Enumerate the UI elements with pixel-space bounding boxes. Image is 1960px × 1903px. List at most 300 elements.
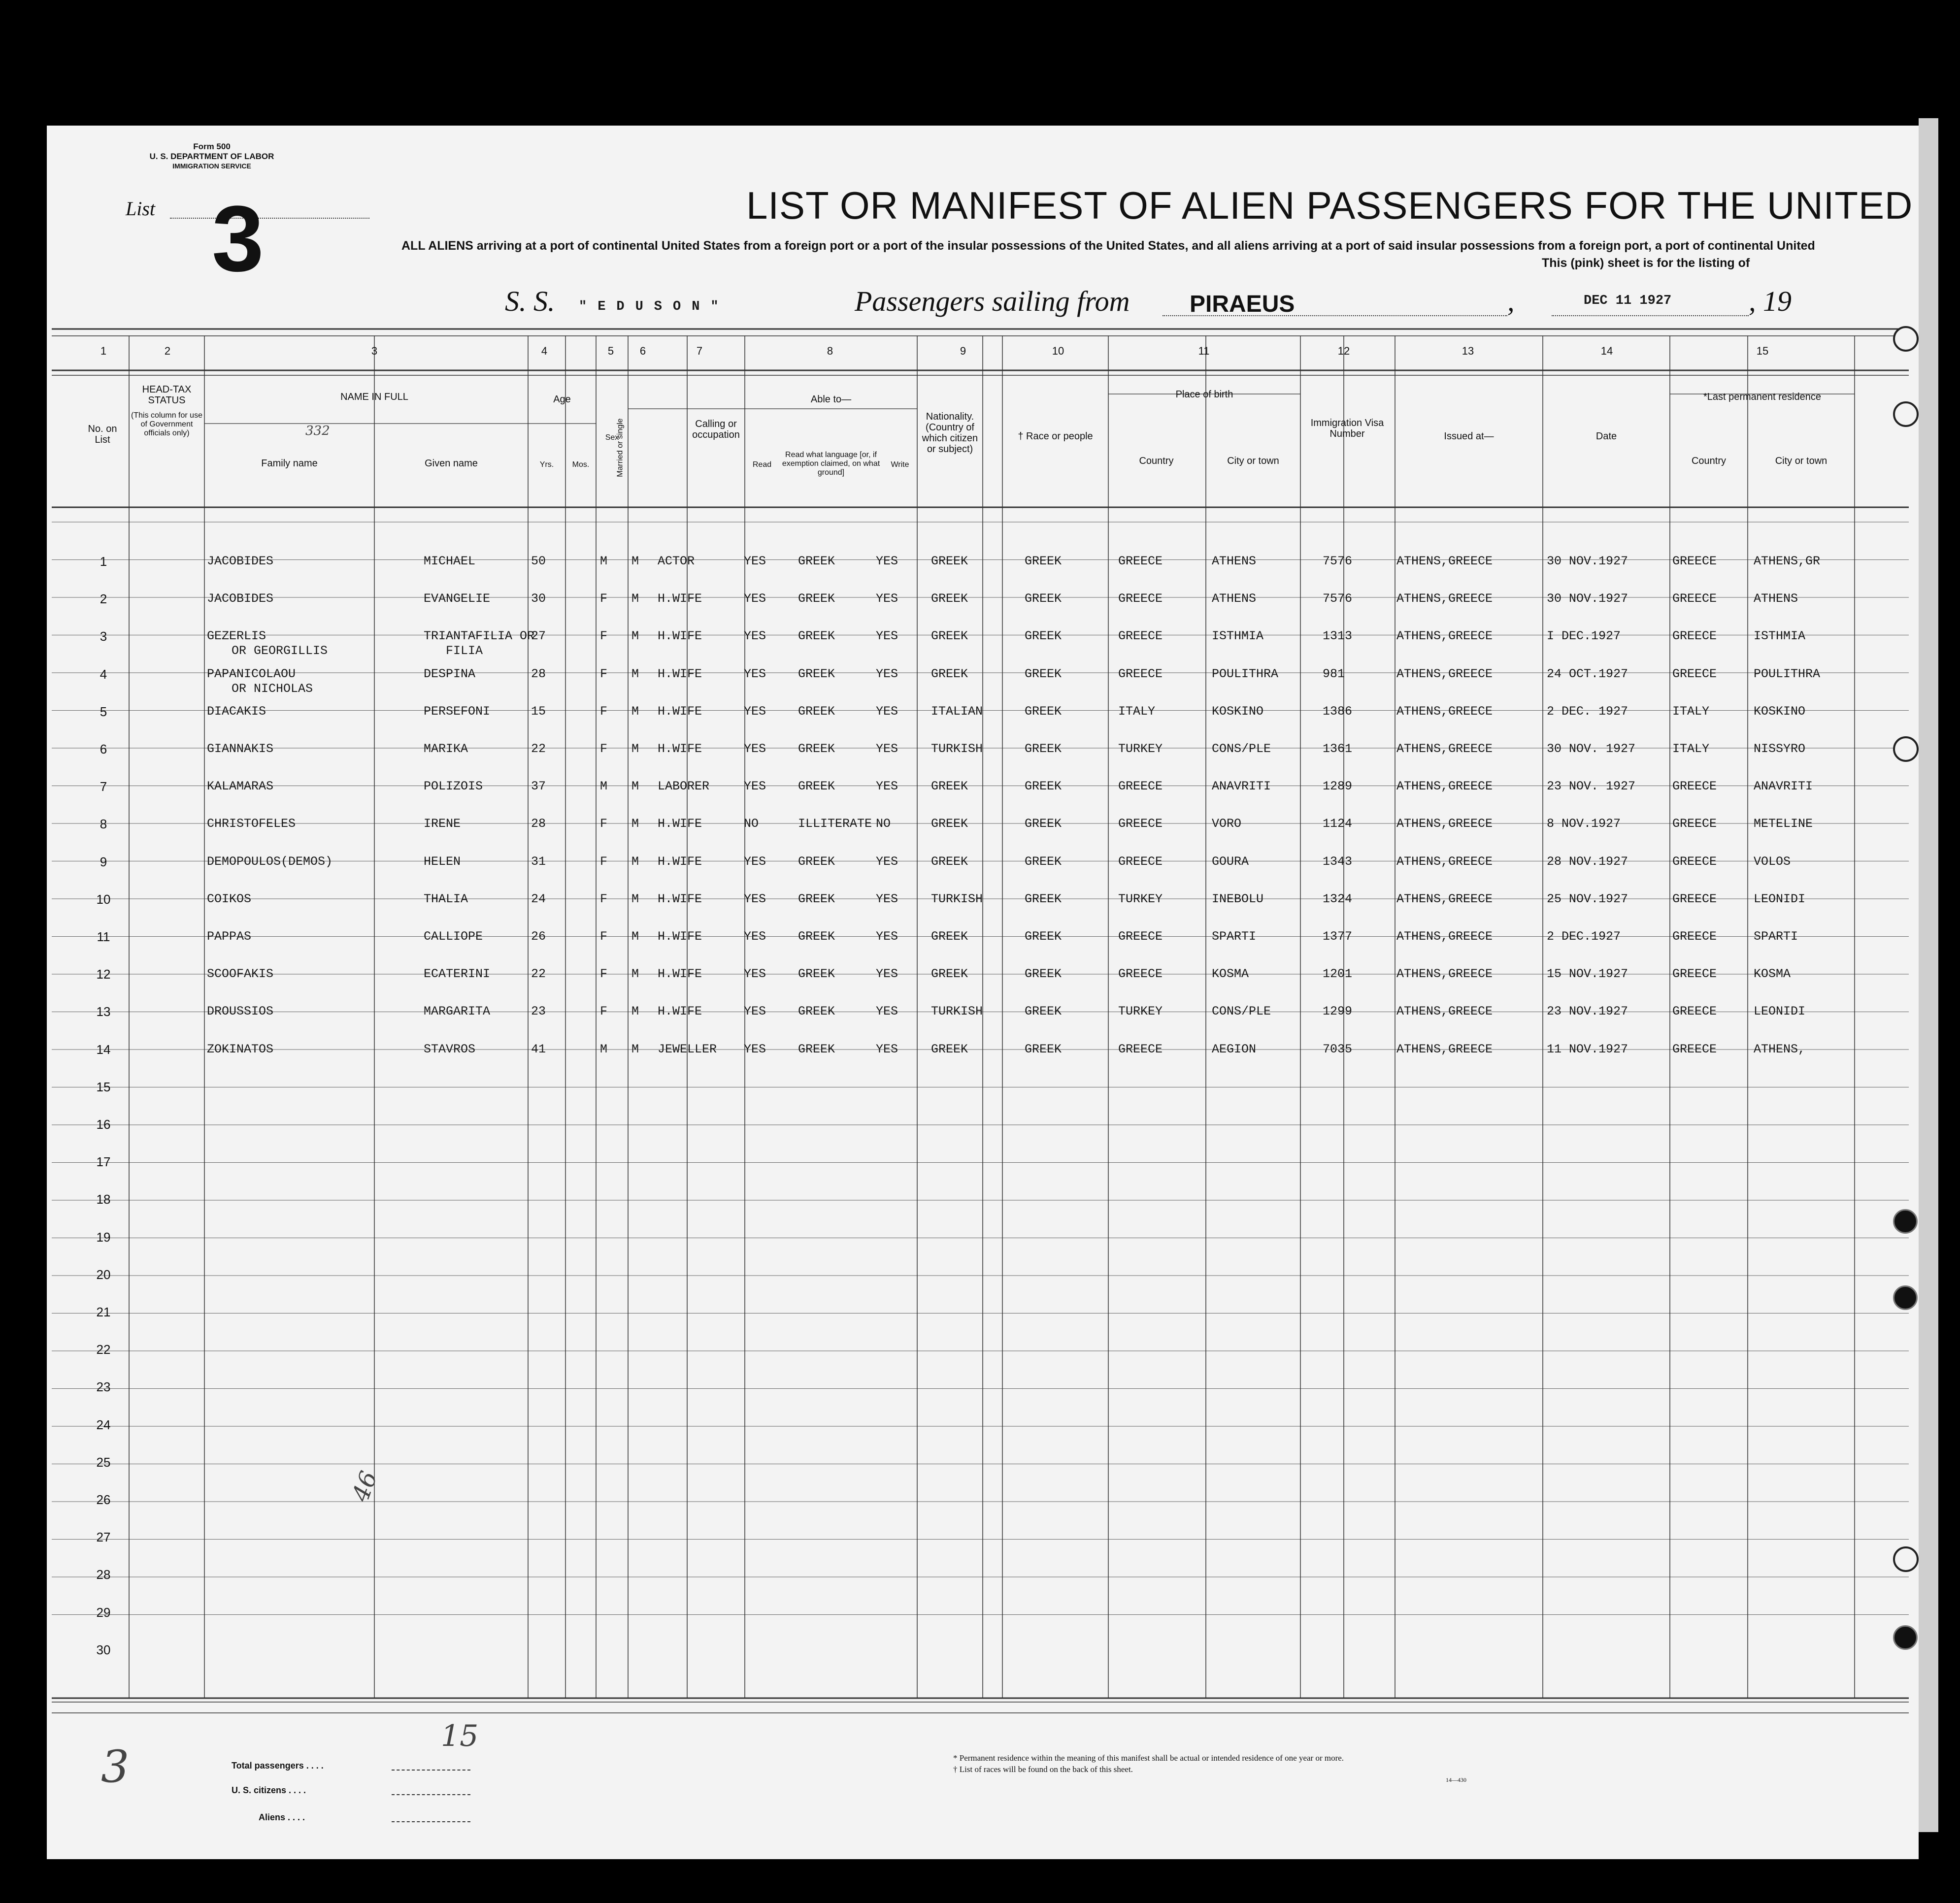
cell-race: GREEK: [1025, 554, 1062, 568]
cell-sex: F: [600, 666, 608, 681]
manifest-subtitle-line1: ALL ALIENS arriving at a port of continental United States from a foreign port or a port of the insular possessions of the United States, and all aliens arriving at a port of said insular possessions from a foreign port, a port of continental United: [401, 239, 1815, 253]
year-label: , 19: [1749, 285, 1792, 317]
cell-language: GREEK: [798, 591, 835, 606]
row-number: 4: [100, 666, 107, 682]
cell-age: 15: [531, 704, 546, 719]
cell-read: YES: [744, 629, 766, 644]
column-number: 7: [696, 345, 703, 357]
cell-calling: H.WIFE: [658, 817, 702, 831]
footnote-races: † List of races will be found on the back of this sheet.: [953, 1765, 1133, 1774]
cell-age: 23: [531, 1004, 546, 1019]
row-number: 24: [96, 1417, 111, 1432]
cell-write: YES: [876, 779, 898, 794]
cell-read: NO: [744, 817, 759, 831]
cell-sex: M: [600, 554, 608, 568]
cell-nationality: TURKISH: [931, 1004, 983, 1019]
cell-given: EVANGELIE: [424, 591, 491, 606]
port-of-departure: PIRAEUS: [1190, 291, 1295, 317]
cell-read: YES: [744, 854, 766, 869]
cell-family-alt: OR NICHOLAS: [232, 681, 313, 696]
cell-family: DROUSSIOS: [207, 1004, 274, 1019]
row-number: 2: [100, 591, 107, 607]
cell-sex: M: [600, 1042, 608, 1056]
binder-hole: [1893, 401, 1919, 427]
cell-family: JACOBIDES: [207, 591, 274, 606]
column-header: City or town: [1775, 456, 1827, 466]
cell-language: GREEK: [798, 779, 835, 794]
cell-nationality: GREEK: [931, 591, 968, 606]
cell-given: MARIKA: [424, 742, 468, 756]
column-number: 9: [960, 345, 966, 357]
manifest-subtitle-line2: This (pink) sheet is for the listing of: [1542, 256, 1750, 270]
row-number: 25: [96, 1454, 111, 1470]
cell-res-country: GREECE: [1672, 591, 1717, 606]
cell-family: JACOBIDES: [207, 554, 274, 568]
cell-visa: 1201: [1323, 967, 1353, 982]
cell-given: DESPINA: [424, 666, 476, 681]
port-underline: [1163, 315, 1507, 316]
cell-family: KALAMARAS: [207, 779, 274, 794]
column-header: Able to—: [810, 394, 852, 405]
cell-race: GREEK: [1025, 1042, 1062, 1056]
cell-sex: F: [600, 854, 608, 869]
cell-write: YES: [876, 854, 898, 869]
cell-sex: F: [600, 891, 608, 906]
cell-visa: 7576: [1323, 591, 1353, 606]
cell-res-country: GREECE: [1672, 779, 1717, 794]
cell-calling: H.WIFE: [658, 929, 702, 944]
annotation-mark: 15: [441, 1719, 479, 1753]
cell-birth-city: CONS/PLE: [1212, 1004, 1271, 1019]
cell-language: GREEK: [798, 742, 835, 756]
row-number: 14: [96, 1042, 111, 1057]
cell-issued-at: ATHENS,GREECE: [1396, 742, 1493, 756]
cell-married: M: [631, 817, 639, 831]
ship-name: "EDUSON": [579, 299, 730, 314]
cell-married: M: [631, 779, 639, 794]
cell-sex: M: [600, 779, 608, 794]
cell-race: GREEK: [1025, 817, 1062, 831]
cell-language: GREEK: [798, 629, 835, 644]
cell-date: 23 NOV. 1927: [1547, 779, 1636, 794]
cell-res-country: GREECE: [1672, 891, 1717, 906]
cell-given: MICHAEL: [424, 554, 476, 568]
table-grid: [47, 126, 1919, 1859]
cell-issued-at: ATHENS,GREECE: [1396, 629, 1493, 644]
cell-issued-at: ATHENS,GREECE: [1396, 929, 1493, 944]
cell-birth-city: AEGION: [1212, 1042, 1257, 1056]
cell-language: ILLITERATE: [798, 817, 872, 831]
cell-res-city: ATHENS: [1754, 591, 1798, 606]
cell-issued-at: ATHENS,GREECE: [1396, 967, 1493, 982]
cell-family: DEMOPOULOS(DEMOS): [207, 854, 333, 869]
cell-calling: JEWELLER: [658, 1042, 717, 1056]
cell-read: YES: [744, 666, 766, 681]
cell-birth-country: GREECE: [1118, 779, 1163, 794]
cell-family: GIANNAKIS: [207, 742, 274, 756]
cell-read: YES: [744, 891, 766, 906]
annotation: 332: [305, 424, 330, 438]
cell-visa: 1313: [1323, 629, 1353, 644]
cell-married: M: [631, 891, 639, 906]
cell-write: YES: [876, 1004, 898, 1019]
column-number: 5: [607, 345, 614, 357]
cell-given: TRIANTAFILIA OR: [424, 629, 535, 644]
cell-given: THALIA: [424, 891, 468, 906]
cell-date: 11 NOV.1927: [1547, 1042, 1628, 1056]
cell-calling: H.WIFE: [658, 742, 702, 756]
cell-race: GREEK: [1025, 967, 1062, 982]
column-number: 13: [1462, 345, 1474, 357]
row-number: 29: [96, 1605, 111, 1620]
cell-race: GREEK: [1025, 779, 1062, 794]
cell-language: GREEK: [798, 891, 835, 906]
column-number: 11: [1198, 345, 1210, 357]
column-header: Mos.: [572, 460, 590, 469]
row-number: 3: [100, 629, 107, 644]
cell-res-city: ANAVRITI: [1754, 779, 1813, 794]
cell-write: YES: [876, 666, 898, 681]
row-number: 21: [96, 1305, 111, 1319]
cell-birth-country: GREECE: [1118, 817, 1163, 831]
cell-calling: H.WIFE: [658, 704, 702, 719]
cell-res-country: GREECE: [1672, 1004, 1717, 1019]
aliens-line: [392, 1821, 470, 1822]
column-header: Nationality. (Country of which citizen or subject): [922, 411, 978, 455]
cell-married: M: [631, 704, 639, 719]
cell-res-country: GREECE: [1672, 629, 1717, 644]
cell-age: 22: [531, 967, 546, 982]
cell-family: GEZERLIS: [207, 629, 266, 644]
cell-write: YES: [876, 704, 898, 719]
cell-visa: 1324: [1323, 891, 1353, 906]
cell-nationality: GREEK: [931, 817, 968, 831]
row-number: 20: [96, 1267, 111, 1282]
row-number: 19: [96, 1229, 111, 1245]
cell-visa: 1343: [1323, 854, 1353, 869]
cell-issued-at: ATHENS,GREECE: [1396, 854, 1493, 869]
total-passengers-line: [392, 1770, 470, 1771]
column-number: 15: [1756, 345, 1769, 357]
us-citizens-label: U. S. citizens . . . .: [232, 1785, 306, 1795]
cell-race: GREEK: [1025, 591, 1062, 606]
cell-res-country: GREECE: [1672, 666, 1717, 681]
cell-res-city: NISSYRO: [1754, 742, 1806, 756]
cell-married: M: [631, 1004, 639, 1019]
total-passengers-label: Total passengers . . . .: [232, 1761, 324, 1771]
cell-issued-at: ATHENS,GREECE: [1396, 666, 1493, 681]
cell-issued-at: ATHENS,GREECE: [1396, 1042, 1493, 1056]
cell-visa: 1299: [1323, 1004, 1353, 1019]
cell-calling: H.WIFE: [658, 666, 702, 681]
cell-visa: 1386: [1323, 704, 1353, 719]
cell-read: YES: [744, 1042, 766, 1056]
cell-date: 2 DEC.1927: [1547, 929, 1621, 944]
column-header: Age: [553, 394, 571, 405]
cell-sex: F: [600, 742, 608, 756]
row-number: 17: [96, 1154, 111, 1170]
cell-visa: 1124: [1323, 817, 1353, 831]
cell-visa: 7035: [1323, 1042, 1353, 1056]
cell-married: M: [631, 629, 639, 644]
cell-married: M: [631, 591, 639, 606]
cell-date: I DEC.1927: [1547, 629, 1621, 644]
cell-birth-city: CONS/PLE: [1212, 742, 1271, 756]
row-number: 10: [96, 891, 111, 907]
cell-issued-at: ATHENS,GREECE: [1396, 554, 1493, 568]
cell-birth-city: KOSMA: [1212, 967, 1249, 982]
cell-family-alt: OR GEORGILLIS: [232, 644, 328, 658]
cell-age: 50: [531, 554, 546, 568]
cell-married: M: [631, 1042, 639, 1056]
cell-date: 24 OCT.1927: [1547, 666, 1628, 681]
column-header: (This column for use of Government officials only): [131, 411, 202, 437]
cell-calling: H.WIFE: [658, 854, 702, 869]
cell-write: YES: [876, 742, 898, 756]
cell-sex: F: [600, 1004, 608, 1019]
sailing-date: DEC 11 1927: [1584, 294, 1672, 308]
annotation-mark: 3: [101, 1741, 130, 1793]
column-header: Read what language [or, if exemption claimed, on what ground]: [782, 451, 880, 477]
cell-language: GREEK: [798, 854, 835, 869]
cell-sex: F: [600, 967, 608, 982]
cell-date: 30 NOV.1927: [1547, 554, 1628, 568]
cell-language: GREEK: [798, 967, 835, 982]
cell-birth-country: GREECE: [1118, 666, 1163, 681]
cell-nationality: GREEK: [931, 1042, 968, 1056]
cell-nationality: GREEK: [931, 779, 968, 794]
aliens-label: Aliens . . . .: [259, 1812, 305, 1822]
cell-date: 2 DEC. 1927: [1547, 704, 1628, 719]
column-header: Yrs.: [539, 460, 554, 469]
manifest-sheet: [47, 126, 1919, 1859]
column-header: NAME IN FULL: [340, 392, 408, 402]
cell-read: YES: [744, 591, 766, 606]
cell-issued-at: ATHENS,GREECE: [1396, 817, 1493, 831]
cell-nationality: TURKISH: [931, 891, 983, 906]
column-number: 6: [639, 345, 646, 357]
cell-res-country: GREECE: [1672, 929, 1717, 944]
cell-married: M: [631, 554, 639, 568]
cell-date: 28 NOV.1927: [1547, 854, 1628, 869]
cell-family: CHRISTOFELES: [207, 817, 296, 831]
cell-read: YES: [744, 742, 766, 756]
cell-nationality: GREEK: [931, 929, 968, 944]
cell-write: YES: [876, 591, 898, 606]
cell-birth-country: GREECE: [1118, 629, 1163, 644]
cell-race: GREEK: [1025, 742, 1062, 756]
column-header: Read: [752, 460, 772, 469]
cell-race: GREEK: [1025, 1004, 1062, 1019]
cell-married: M: [631, 666, 639, 681]
list-label: List: [126, 197, 156, 220]
row-number: 28: [96, 1567, 111, 1582]
cell-write: YES: [876, 629, 898, 644]
column-header: Country: [1139, 456, 1174, 466]
cell-sex: F: [600, 629, 608, 644]
cell-nationality: GREEK: [931, 666, 968, 681]
footnote-residence: * Permanent residence within the meaning of this manifest shall be actual or intended residence of one year or more.: [953, 1753, 1344, 1763]
cell-nationality: GREEK: [931, 554, 968, 568]
cell-write: YES: [876, 1042, 898, 1056]
column-number: 12: [1337, 345, 1350, 357]
us-citizens-line: [392, 1794, 470, 1795]
cell-calling: H.WIFE: [658, 891, 702, 906]
binder-hole: [1893, 1546, 1919, 1572]
binder-hole: [1893, 326, 1919, 352]
comma: ,: [1507, 285, 1515, 317]
cell-given: HELEN: [424, 854, 461, 869]
cell-read: YES: [744, 704, 766, 719]
column-header: No. on List: [88, 424, 117, 445]
cell-given-alt: FILIA: [446, 644, 483, 658]
cell-res-country: GREECE: [1672, 967, 1717, 982]
column-header: Married or single: [616, 418, 625, 477]
cell-birth-country: TURKEY: [1118, 891, 1163, 906]
cell-visa: 1361: [1323, 742, 1353, 756]
cell-nationality: ITALIAN: [931, 704, 983, 719]
cell-sex: F: [600, 817, 608, 831]
cell-given: ECATERINI: [424, 967, 491, 982]
cell-sex: F: [600, 929, 608, 944]
binder-hole: [1893, 736, 1919, 762]
cell-issued-at: ATHENS,GREECE: [1396, 779, 1493, 794]
cell-res-country: GREECE: [1672, 1042, 1717, 1056]
column-header: Calling or occupation: [692, 419, 740, 440]
cell-birth-city: KOSKINO: [1212, 704, 1264, 719]
row-number: 9: [100, 854, 107, 869]
cell-given: POLIZOIS: [424, 779, 483, 794]
cell-birth-city: POULITHRA: [1212, 666, 1279, 681]
column-header: Country: [1691, 456, 1727, 466]
cell-calling: H.WIFE: [658, 967, 702, 982]
cell-age: 41: [531, 1042, 546, 1056]
cell-age: 28: [531, 666, 546, 681]
cell-age: 24: [531, 891, 546, 906]
cell-nationality: TURKISH: [931, 742, 983, 756]
cell-race: GREEK: [1025, 629, 1062, 644]
cell-date: 30 NOV. 1927: [1547, 742, 1636, 756]
ss-label: S. S.: [505, 285, 555, 317]
annotation-page-number: 46: [346, 1467, 383, 1506]
cell-read: YES: [744, 1004, 766, 1019]
column-number: 8: [827, 345, 833, 357]
date-underline: [1552, 315, 1749, 316]
row-number: 6: [100, 742, 107, 756]
cell-age: 22: [531, 742, 546, 756]
cell-birth-country: TURKEY: [1118, 1004, 1163, 1019]
cell-birth-country: ITALY: [1118, 704, 1156, 719]
service: IMMIGRATION SERVICE: [172, 162, 251, 170]
cell-race: GREEK: [1025, 854, 1062, 869]
cell-birth-country: GREECE: [1118, 591, 1163, 606]
row-number: 26: [96, 1492, 111, 1507]
column-header: Sex: [605, 433, 619, 442]
cell-date: 15 NOV.1927: [1547, 967, 1628, 982]
sailing-from-label: Passengers sailing from: [855, 285, 1130, 317]
row-number: 15: [96, 1079, 111, 1094]
cell-calling: H.WIFE: [658, 591, 702, 606]
column-number: 2: [164, 345, 171, 357]
form-number: Form 500: [193, 142, 231, 151]
cell-family: SCOOFAKIS: [207, 967, 274, 982]
cell-issued-at: ATHENS,GREECE: [1396, 1004, 1493, 1019]
cell-res-city: ATHENS,GR: [1754, 554, 1821, 568]
row-number: 30: [96, 1642, 111, 1657]
cell-nationality: GREEK: [931, 854, 968, 869]
row-number: 5: [100, 704, 107, 719]
cell-res-city: POULITHRA: [1754, 666, 1821, 681]
cell-race: GREEK: [1025, 704, 1062, 719]
column-header: HEAD-TAX STATUS: [142, 384, 192, 406]
cell-res-city: KOSMA: [1754, 967, 1791, 982]
cell-language: GREEK: [798, 1042, 835, 1056]
cell-family: COIKOS: [207, 891, 252, 906]
cell-age: 37: [531, 779, 546, 794]
binder-hole: [1893, 1285, 1918, 1310]
column-header: Date: [1595, 431, 1617, 442]
cell-issued-at: ATHENS,GREECE: [1396, 704, 1493, 719]
cell-birth-city: ANAVRITI: [1212, 779, 1271, 794]
row-number: 27: [96, 1530, 111, 1545]
manifest-title: LIST OR MANIFEST OF ALIEN PASSENGERS FOR THE UNITED: [746, 184, 1913, 227]
cell-given: CALLIOPE: [424, 929, 483, 944]
cell-birth-city: ATHENS: [1212, 554, 1257, 568]
cell-age: 28: [531, 817, 546, 831]
row-number: 16: [96, 1117, 111, 1132]
cell-given: PERSEFONI: [424, 704, 491, 719]
cell-res-country: ITALY: [1672, 742, 1710, 756]
cell-res-city: KOSKINO: [1754, 704, 1806, 719]
cell-given: STAVROS: [424, 1042, 476, 1056]
column-header: Write: [891, 460, 909, 469]
row-number: 11: [97, 929, 110, 944]
cell-calling: H.WIFE: [658, 629, 702, 644]
cell-birth-country: GREECE: [1118, 929, 1163, 944]
cell-read: YES: [744, 929, 766, 944]
cell-res-city: ATHENS,: [1754, 1042, 1806, 1056]
cell-given: IRENE: [424, 817, 461, 831]
cell-nationality: GREEK: [931, 967, 968, 982]
cell-birth-city: ISTHMIA: [1212, 629, 1264, 644]
column-header: Place of birth: [1175, 389, 1233, 400]
cell-res-country: GREECE: [1672, 817, 1717, 831]
cell-write: YES: [876, 891, 898, 906]
cell-language: GREEK: [798, 666, 835, 681]
row-number: 22: [96, 1342, 111, 1357]
cell-visa: 1377: [1323, 929, 1353, 944]
cell-read: YES: [744, 779, 766, 794]
cell-res-city: SPARTI: [1754, 929, 1798, 944]
cell-date: 23 NOV.1927: [1547, 1004, 1628, 1019]
cell-read: YES: [744, 967, 766, 982]
cell-res-city: VOLOS: [1754, 854, 1791, 869]
cell-sex: F: [600, 704, 608, 719]
row-number: 18: [96, 1192, 111, 1207]
column-header: Immigration Visa Number: [1310, 418, 1384, 439]
cell-birth-city: GOURA: [1212, 854, 1249, 869]
cell-issued-at: ATHENS,GREECE: [1396, 591, 1493, 606]
column-header: † Race or people: [1018, 431, 1093, 442]
cell-age: 31: [531, 854, 546, 869]
cell-married: M: [631, 742, 639, 756]
department: U. S. DEPARTMENT OF LABOR: [149, 152, 274, 161]
cell-calling: ACTOR: [658, 554, 695, 568]
cell-family: PAPANICOLAOU: [207, 666, 296, 681]
sheet-edge: [1919, 118, 1938, 1832]
cell-age: 27: [531, 629, 546, 644]
cell-family: ZOKINATOS: [207, 1042, 274, 1056]
